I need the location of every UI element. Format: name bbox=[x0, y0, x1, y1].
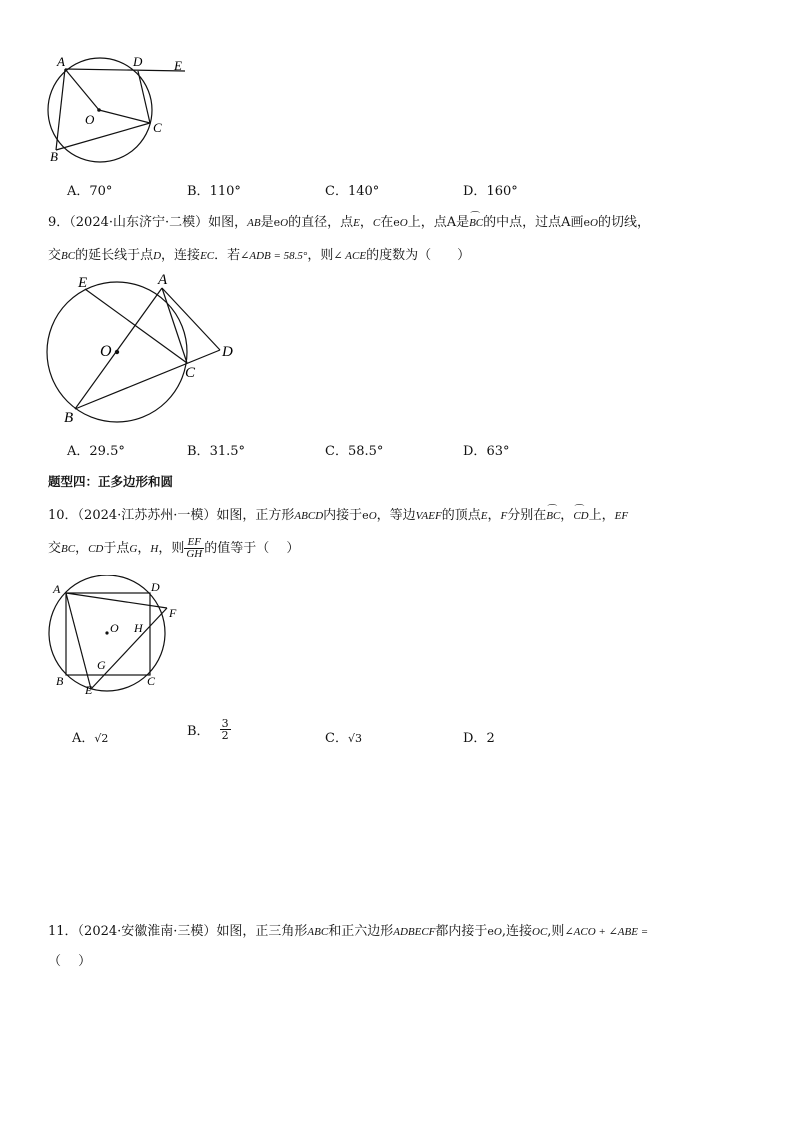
q9-option-a[interactable] bbox=[67, 440, 125, 459]
option-letter: C． bbox=[325, 444, 348, 459]
option-letter: A． bbox=[67, 184, 90, 199]
q10-option-c[interactable] bbox=[325, 727, 362, 746]
q9-line-ad bbox=[162, 288, 220, 350]
option-fraction: $\frac{3}{2}$ bbox=[221, 717, 229, 742]
section-heading: 题型四：正多边形和圆 bbox=[48, 474, 174, 489]
option-letter: C． bbox=[325, 184, 348, 199]
option-letter: C． bbox=[325, 731, 348, 746]
q9-label-e: E bbox=[78, 275, 88, 291]
option-letter: B． bbox=[187, 184, 210, 199]
q8-label-o: O bbox=[85, 112, 95, 127]
q11-stem-line1: 11．（2024·安徽淮南·三模）如图，正三角形ABC和正六边形ADBECF都内接于eO,连接OC,则∠ACO + ∠ABE = bbox=[48, 924, 649, 939]
q9-label-b: B bbox=[64, 410, 74, 426]
q10-label-b: B bbox=[56, 674, 64, 688]
option-value: 160° bbox=[486, 184, 518, 199]
q8-label-a: A bbox=[57, 55, 65, 69]
q10-option-a[interactable] bbox=[72, 727, 108, 746]
q10-label-c: C bbox=[147, 674, 156, 688]
q10-label-o: O bbox=[110, 621, 119, 635]
q8-option-c[interactable] bbox=[325, 180, 379, 199]
q9-center-dot bbox=[115, 350, 119, 354]
q10-fraction: $\frac{EF}{GH}$ bbox=[186, 536, 203, 560]
option-value: 140° bbox=[347, 184, 380, 199]
q11-stem-line2: （ ） bbox=[48, 954, 92, 969]
option-value: 110° bbox=[209, 184, 241, 199]
q8-option-d[interactable] bbox=[463, 180, 518, 199]
q10-line-af bbox=[66, 593, 167, 608]
q9-option-c[interactable] bbox=[325, 440, 383, 459]
option-letter: D． bbox=[463, 731, 487, 746]
q9-label-d: D bbox=[222, 344, 233, 360]
q9-figure bbox=[40, 270, 250, 430]
q8-figure bbox=[40, 55, 200, 170]
q9-stem-line2: 交BC的延长线于点D，连接EC．若∠ADB = 58.5°，则∠ ACE的度数为（ ） bbox=[48, 248, 471, 263]
q10-label-a: A bbox=[53, 582, 61, 596]
q10-label-e: E bbox=[85, 683, 93, 695]
q8-option-a[interactable] bbox=[67, 180, 112, 199]
q8-label-d: D bbox=[133, 55, 143, 69]
q9-line-ac bbox=[162, 288, 187, 363]
q9-option-d[interactable] bbox=[463, 440, 509, 459]
option-value: √2 bbox=[94, 732, 109, 745]
option-value: 2 bbox=[486, 731, 495, 746]
q10-label-h: H bbox=[134, 621, 143, 635]
q10-label-f: F bbox=[169, 606, 177, 620]
option-letter: D． bbox=[463, 444, 487, 459]
q10-line-ef bbox=[91, 608, 167, 689]
q9-label-a: A bbox=[158, 272, 168, 288]
option-value: 70° bbox=[89, 184, 113, 199]
q8-label-e: E bbox=[174, 58, 182, 73]
q8-label-b: B bbox=[50, 149, 58, 164]
q8-option-b[interactable] bbox=[187, 180, 241, 199]
q9-label-c: C bbox=[185, 365, 196, 381]
option-letter: A． bbox=[72, 731, 95, 746]
q8-line-ao bbox=[65, 69, 99, 110]
q9-stem-line1: 9．（2024·山东济宁·二模）如图，AB是eO的直径，点E，C在eO上，点A是⌒ BC的中点，过点A画eO的切线， bbox=[48, 211, 650, 230]
q8-center-dot bbox=[97, 108, 101, 112]
option-letter: A． bbox=[67, 444, 90, 459]
option-letter: B． bbox=[187, 444, 210, 459]
q10-option-b[interactable] bbox=[187, 718, 231, 741]
option-value: 29.5° bbox=[89, 444, 125, 459]
q10-center-dot bbox=[105, 631, 108, 634]
option-value: 63° bbox=[486, 444, 510, 459]
q8-label-c: C bbox=[153, 120, 162, 135]
q9-label-o: O bbox=[100, 343, 112, 360]
q8-line-dc bbox=[138, 71, 150, 123]
q10-stem-line2: 交BC，CD于点G，H，则 $\frac{EF}{GH}$ 的值等于（ ） bbox=[48, 536, 300, 560]
q10-figure bbox=[45, 575, 195, 695]
q10-option-d[interactable] bbox=[463, 727, 495, 746]
q10-stem-line1: 10．（2024·江苏苏州·一模）如图，正方形ABCD内接于eO，等边VAEF的顶点E，F分别在⌒ BC，⌒ CD上，EF bbox=[48, 504, 628, 523]
q9-option-b[interactable] bbox=[187, 440, 245, 459]
q8-line-oc bbox=[99, 110, 150, 123]
q8-line-ad bbox=[65, 69, 185, 71]
option-value: √3 bbox=[347, 732, 362, 745]
q10-label-g: G bbox=[97, 658, 106, 672]
q8-line-bc bbox=[56, 123, 150, 150]
option-letter: B． bbox=[187, 724, 210, 739]
option-value: 31.5° bbox=[209, 444, 246, 459]
option-letter: D． bbox=[463, 184, 487, 199]
option-value: 58.5° bbox=[347, 444, 384, 459]
q10-label-d: D bbox=[151, 580, 160, 594]
